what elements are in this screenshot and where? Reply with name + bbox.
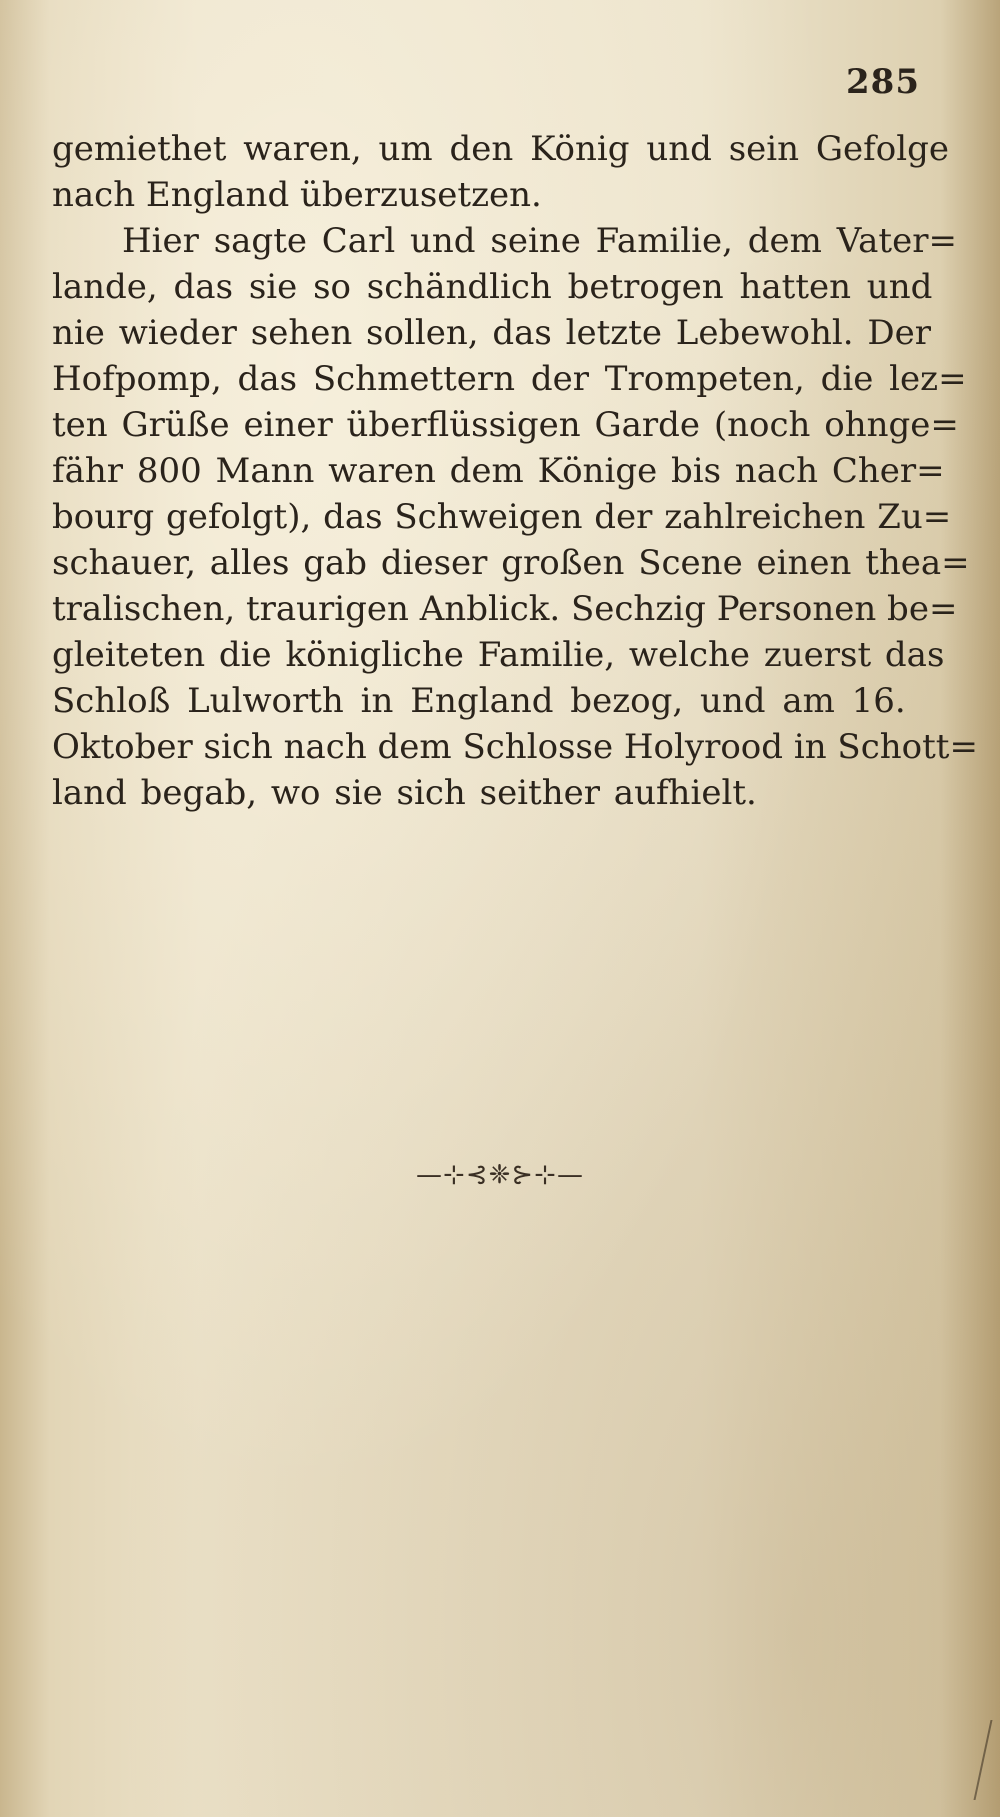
text-line: Oktober sich nach dem Schlosse Holyrood in Schott= <box>52 727 978 767</box>
text-line: ten Grüße einer überflüssigen Garde (noch ohnge= <box>52 405 959 445</box>
body-text <box>52 126 978 816</box>
text-line: bourg gefolgt), das Schweigen der zahlreichen Zu= <box>52 497 952 537</box>
page-number: 285 <box>846 62 920 102</box>
text-line: nie wieder sehen sollen, das letzte Lebewohl. Der <box>52 313 931 353</box>
section-divider-ornament: —⊹⊰❈⊱⊹— <box>416 1160 584 1190</box>
page-edge-mark <box>973 1720 998 1800</box>
text-line: Hier sagte Carl und seine Familie, dem Vater= <box>122 221 957 261</box>
text-line: schauer, alles gab dieser großen Scene einen thea= <box>52 543 970 583</box>
text-line: lande, das sie so schändlich betrogen hatten und <box>52 267 933 307</box>
text-line: gleiteten die königliche Familie, welche zuerst das <box>52 635 945 675</box>
text-line: Schloß Lulworth in England bezog, und am 16. <box>52 681 906 721</box>
text-line: tralischen, traurigen Anblick. Sechzig Personen be= <box>52 589 958 629</box>
text-line: Hofpomp, das Schmettern der Trompeten, die lez= <box>52 359 967 399</box>
text-line: land begab, wo sie sich seither aufhielt. <box>52 773 757 813</box>
text-line: gemiethet waren, um den König und sein Gefolge <box>52 129 949 169</box>
text-line: fähr 800 Mann waren dem Könige bis nach Cher= <box>52 451 945 491</box>
text-line: nach England überzusetzen. <box>52 175 542 215</box>
